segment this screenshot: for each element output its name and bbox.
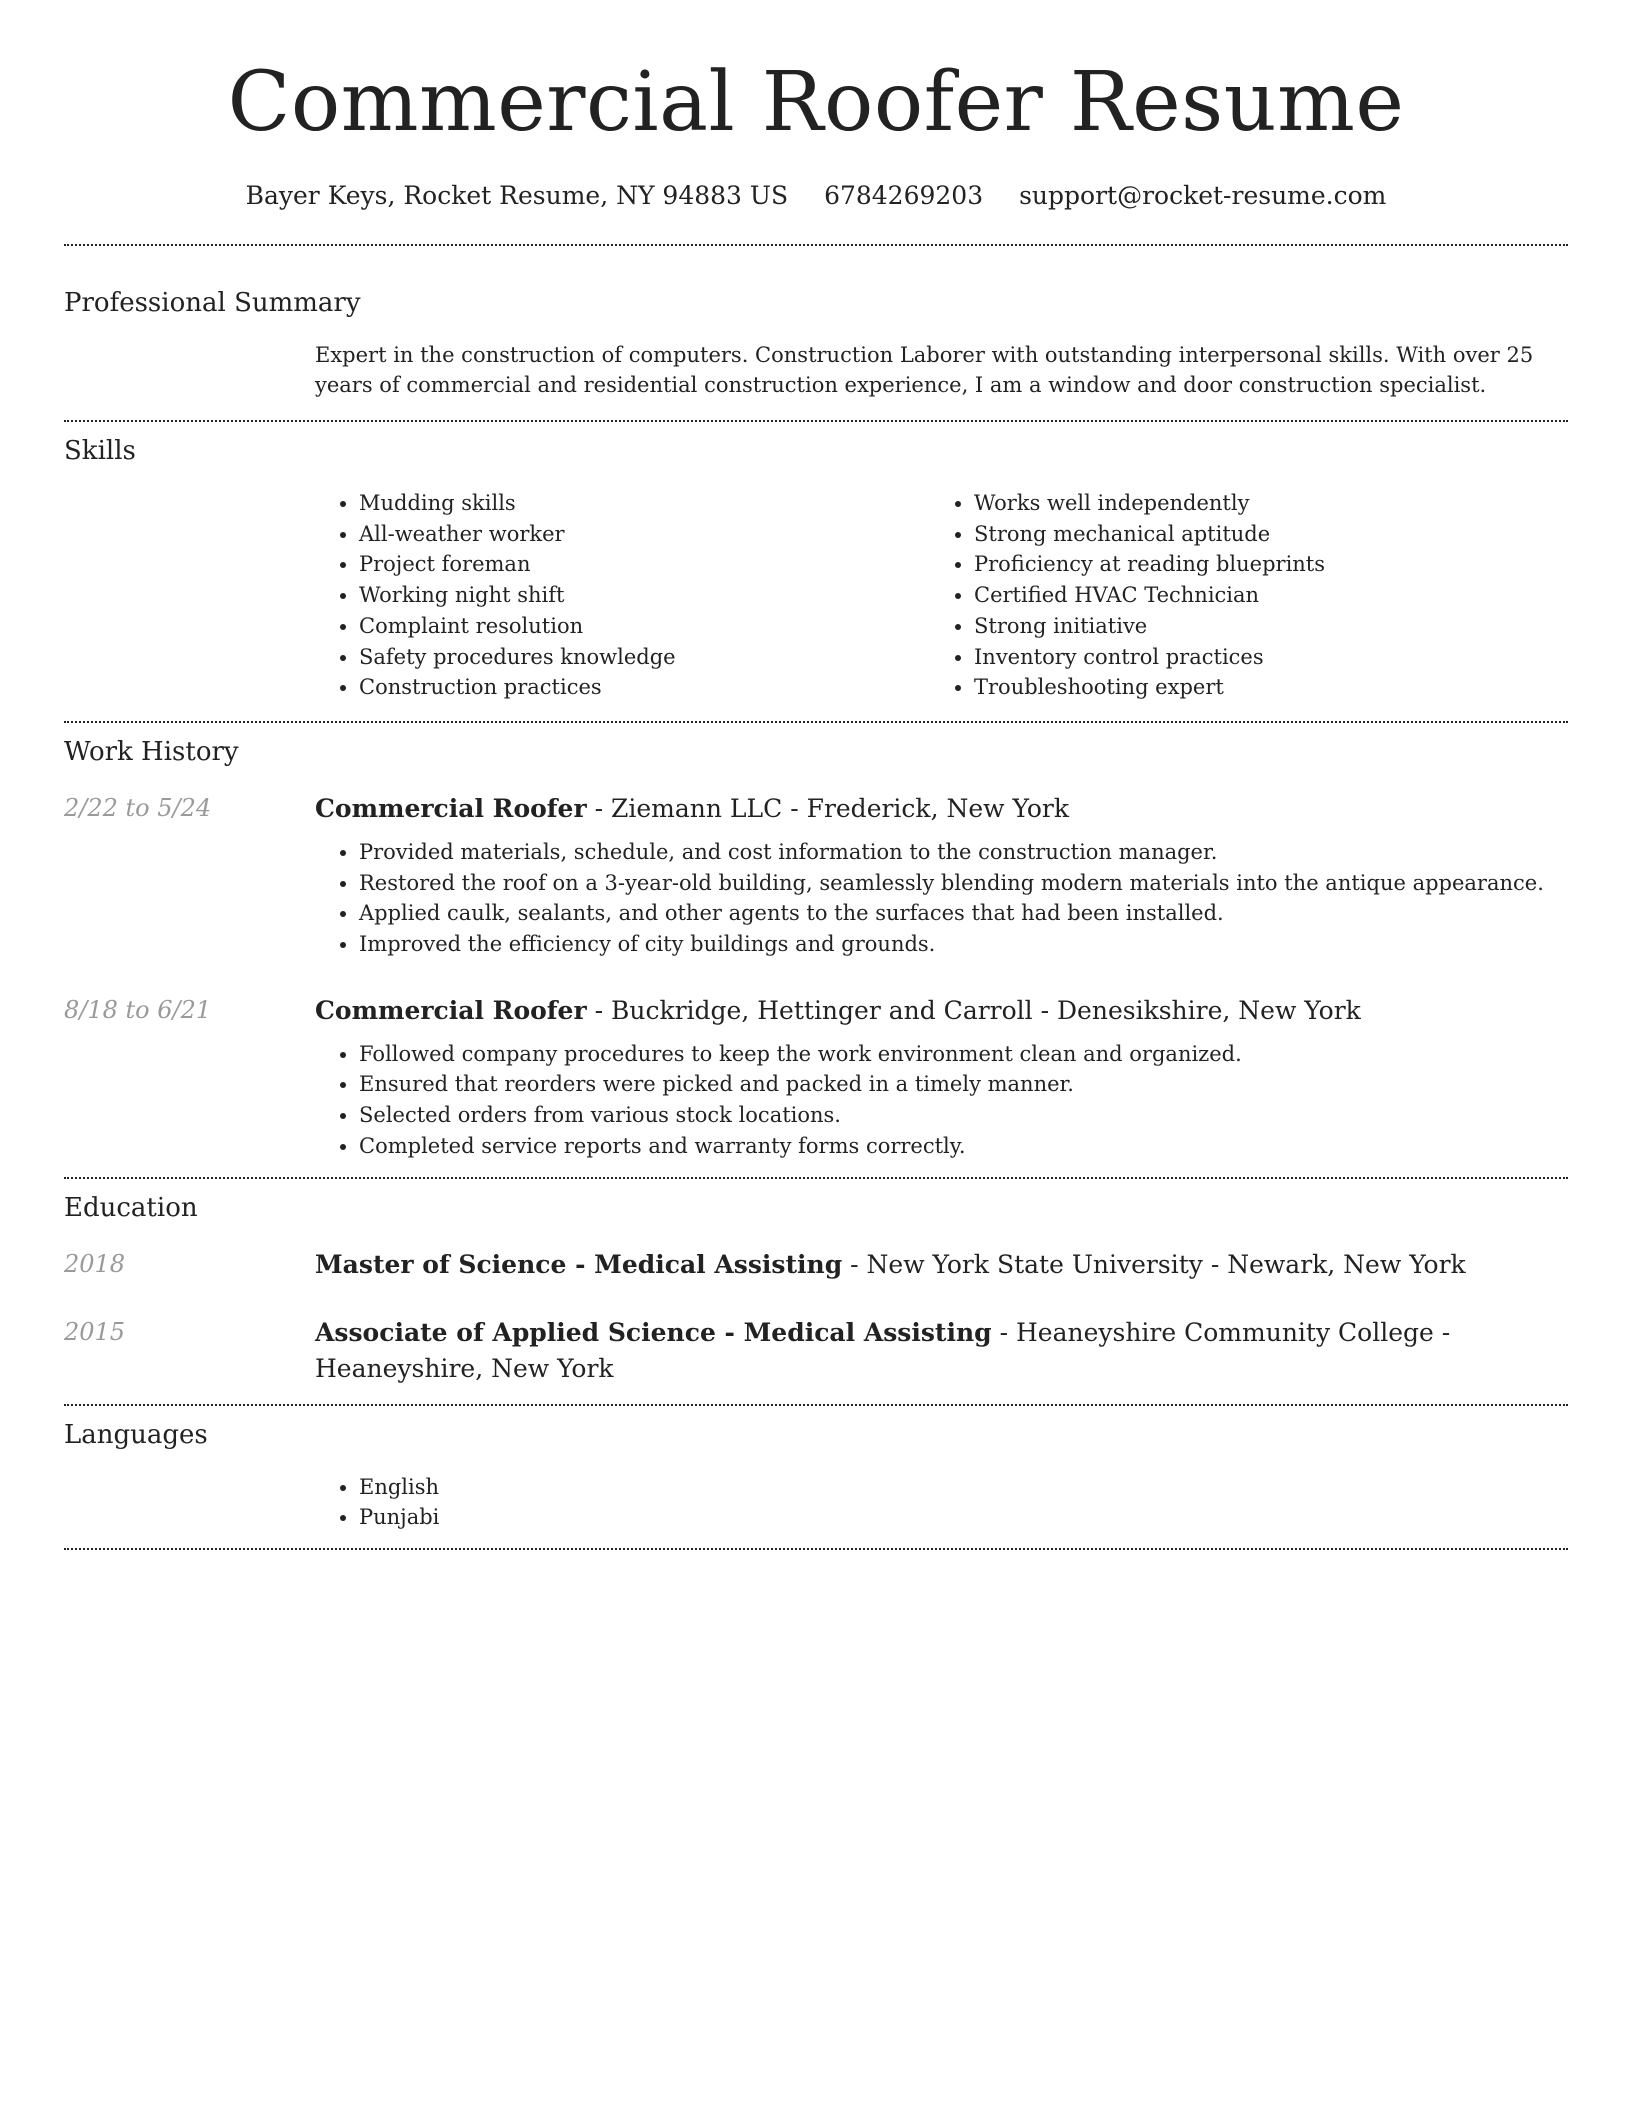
languages-section bbox=[64, 1406, 1568, 1548]
education-entry bbox=[64, 1247, 1568, 1283]
job-bullet: • Ensured that reorders were picked and packed in a timely manner. bbox=[359, 1069, 1568, 1100]
job-company: Ziemann LLC bbox=[610, 793, 783, 823]
skill-item: • Complaint resolution bbox=[359, 611, 930, 642]
skill-item: • Project foreman bbox=[359, 549, 930, 580]
job-location: Frederick, New York bbox=[806, 793, 1069, 823]
education-title: Associate of Applied Science - Medical Assisting - Heaneyshire Community College - Heaneyshire, New York bbox=[315, 1317, 1451, 1383]
education-section bbox=[64, 1179, 1568, 1404]
skills-column-left bbox=[315, 488, 930, 703]
education-location: Heaneyshire, New York bbox=[315, 1353, 614, 1383]
job-entry bbox=[64, 791, 1568, 960]
job-bullet: • Applied caulk, sealants, and other agents to the surfaces that had been installed. bbox=[359, 898, 1568, 929]
summary-section bbox=[64, 246, 1568, 420]
job-dates: 2/22 to 5/24 bbox=[64, 793, 212, 822]
job-title: Commercial Roofer - Ziemann LLC - Frederick, New York bbox=[315, 793, 1069, 823]
section-heading: Skills bbox=[64, 436, 136, 466]
resume-page bbox=[64, 0, 1568, 1550]
skill-item: • Proficiency at reading blueprints bbox=[974, 549, 1545, 580]
contact-line bbox=[64, 176, 1568, 216]
job-bullet: • Selected orders from various stock locations. bbox=[359, 1100, 1568, 1131]
skill-item: • Troubleshooting expert bbox=[974, 672, 1545, 703]
job-title: Commercial Roofer - Buckridge, Hettinger and Carroll - Denesikshire, New York bbox=[315, 995, 1361, 1025]
job-body bbox=[315, 791, 1568, 960]
education-school: Heaneyshire Community College bbox=[1015, 1317, 1434, 1347]
job-role: Commercial Roofer bbox=[315, 793, 587, 823]
job-role: Commercial Roofer bbox=[315, 995, 587, 1025]
job-dates: 8/18 to 6/21 bbox=[64, 995, 212, 1024]
education-year: 2018 bbox=[64, 1249, 126, 1278]
skill-item: • Certified HVAC Technician bbox=[974, 580, 1545, 611]
skills-list-left bbox=[315, 488, 930, 703]
contact-phone: 6784269203 bbox=[824, 181, 984, 210]
job-location: Denesikshire, New York bbox=[1057, 995, 1361, 1025]
job-bullet: • Followed company procedures to keep the work environment clean and organized. bbox=[359, 1039, 1568, 1070]
section-heading: Work History bbox=[64, 736, 239, 767]
job-bullet: • Restored the roof on a 3-year-old building, seamlessly blending modern materials into the antique appearance. bbox=[359, 868, 1568, 899]
education-title: Master of Science - Medical Assisting - New York State University - Newark, New York bbox=[315, 1249, 1466, 1279]
education-degree: Master of Science - Medical Assisting bbox=[315, 1249, 843, 1279]
resume-title: Commercial Roofer Resume bbox=[227, 55, 1405, 150]
skills-column-right bbox=[930, 488, 1545, 703]
education-location: Newark, New York bbox=[1227, 1249, 1466, 1279]
section-heading: Languages bbox=[64, 1419, 208, 1450]
languages-content bbox=[315, 1472, 1568, 1533]
summary-text: Expert in the construction of computers. Construction Laborer with outstanding interpersonal skills. With over 25 years of commercial and residential construction experience, I am a window and door construction specialist. bbox=[315, 343, 1534, 397]
job-bullet: • Provided materials, schedule, and cost information to the construction manager. bbox=[359, 837, 1568, 868]
skills-grid bbox=[315, 488, 1568, 703]
section-heading: Education bbox=[64, 1192, 198, 1223]
education-body bbox=[315, 1247, 1568, 1283]
job-body bbox=[315, 993, 1568, 1162]
section-heading: Professional Summary bbox=[64, 288, 361, 318]
language-item: • Punjabi bbox=[359, 1502, 1568, 1533]
job-entry bbox=[64, 993, 1568, 1162]
job-company: Buckridge, Hettinger and Carroll bbox=[610, 995, 1033, 1025]
education-school: New York State University bbox=[866, 1249, 1203, 1279]
skill-item: • Safety procedures knowledge bbox=[359, 642, 930, 673]
work-history-section bbox=[64, 723, 1568, 1177]
contact-email: support@rocket-resume.com bbox=[1019, 181, 1387, 210]
skills-list-right bbox=[930, 488, 1545, 703]
job-bullets bbox=[315, 837, 1568, 960]
job-bullets bbox=[315, 1039, 1568, 1162]
languages-list bbox=[315, 1472, 1568, 1533]
contact-address: Bayer Keys, Rocket Resume, NY 94883 US bbox=[245, 181, 789, 210]
education-degree: Associate of Applied Science - Medical Assisting bbox=[315, 1317, 992, 1347]
skill-item: • Inventory control practices bbox=[974, 642, 1545, 673]
divider bbox=[64, 1548, 1568, 1550]
education-year: 2015 bbox=[64, 1317, 126, 1346]
skill-item: • Strong initiative bbox=[974, 611, 1545, 642]
skill-item: • Mudding skills bbox=[359, 488, 930, 519]
skill-item: • Strong mechanical aptitude bbox=[974, 519, 1545, 550]
job-bullet: • Completed service reports and warranty forms correctly. bbox=[359, 1131, 1568, 1162]
summary-content bbox=[315, 340, 1568, 400]
education-entry bbox=[64, 1315, 1568, 1387]
job-bullet: • Improved the efficiency of city buildings and grounds. bbox=[359, 929, 1568, 960]
skills-section bbox=[64, 422, 1568, 721]
education-body bbox=[315, 1315, 1568, 1387]
skill-item: • Working night shift bbox=[359, 580, 930, 611]
skill-item: • All-weather worker bbox=[359, 519, 930, 550]
skill-item: • Works well independently bbox=[974, 488, 1545, 519]
skill-item: • Construction practices bbox=[359, 672, 930, 703]
language-item: • English bbox=[359, 1472, 1568, 1503]
